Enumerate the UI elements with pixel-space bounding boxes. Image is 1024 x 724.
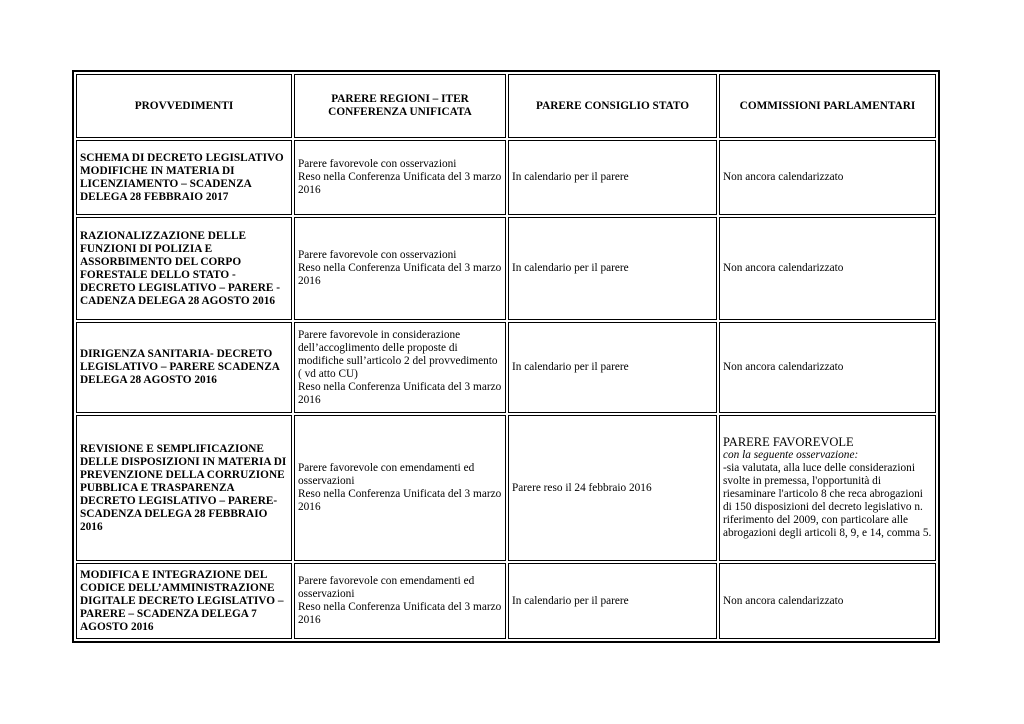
header-provvedimenti: PROVVEDIMENTI: [76, 74, 292, 138]
commissioni-observation: -sia valutata, alla luce delle considerazioni svolte in premessa, l'opportunità di riesaminare l'articolo 8 che reca abrogazioni di 150 disposizioni del decreto legislativo n. riferimento del 2009, con particolare alle abrogazioni degli articoli 8, 9, e 14, comma 5.: [723, 462, 932, 539]
cell-commissioni: Non ancora calendarizzato: [719, 563, 936, 639]
table-row: [76, 415, 936, 561]
cell-provvedimento: MODIFICA E INTEGRAZIONE DEL CODICE DELL’AMMINISTRAZIONE DIGITALE DECRETO LEGISLATIVO – PARERE – SCADENZA DELEGA 7 AGOSTO 2016: [76, 563, 292, 639]
cell-provvedimento: RAZIONALIZZAZIONE DELLE FUNZIONI DI POLIZIA E ASSORBIMENTO DEL CORPO FORESTALE DELLO STATO - DECRETO LEGISLATIVO – PARERE - CADENZA DELEGA 28 AGOSTO 2016: [76, 217, 292, 320]
table-row: [76, 217, 936, 320]
document-page: [72, 70, 934, 643]
table-row: [76, 140, 936, 215]
cell-provvedimento: REVISIONE E SEMPLIFICAZIONE DELLE DISPOSIZIONI IN MATERIA DI PREVENZIONE DELLA CORRUZIONE PUBBLICA E TRASPARENZA DECRETO LEGISLATIVO – PARERE- SCADENZA DELEGA 28 FEBBRAIO 2016: [76, 415, 292, 561]
header-parere-consiglio-stato: PARERE CONSIGLIO STATO: [508, 74, 717, 138]
table-row: [76, 563, 936, 639]
regioni-line: Reso nella Conferenza Unificata del 3 marzo 2016: [298, 601, 505, 626]
cell-commissioni: Non ancora calendarizzato: [719, 217, 936, 320]
regioni-line: Reso nella Conferenza Unificata del 3 marzo 2016: [298, 488, 505, 513]
commissioni-verdict: PARERE FAVOREVOLE: [723, 435, 854, 449]
cell-parere-regioni: [294, 217, 506, 320]
cell-parere-consiglio: Parere reso il 24 febbraio 2016: [508, 415, 717, 561]
cell-parere-regioni: [294, 563, 506, 639]
cell-provvedimento: SCHEMA DI DECRETO LEGISLATIVO MODIFICHE IN MATERIA DI LICENZIAMENTO – SCADENZA DELEGA 28 FEBBRAIO 2017: [76, 140, 292, 215]
cell-parere-regioni: [294, 415, 506, 561]
provvedimenti-table: [72, 70, 940, 643]
cell-parere-consiglio: In calendario per il parere: [508, 322, 717, 413]
cell-provvedimento: DIRIGENZA SANITARIA- DECRETO LEGISLATIVO – PARERE SCADENZA DELEGA 28 AGOSTO 2016: [76, 322, 292, 413]
regioni-line: Reso nella Conferenza Unificata del 3 marzo 2016: [298, 380, 505, 406]
regioni-line: Parere favorevole in considerazione dell’accoglimento delle proposte di modifiche sull’articolo 2 del provvedimento ( vd atto CU): [298, 328, 501, 380]
table-header-row: [76, 74, 936, 138]
regioni-line: Reso nella Conferenza Unificata del 3 marzo 2016: [298, 171, 505, 196]
cell-commissioni: [719, 415, 936, 561]
regioni-line: Parere favorevole con emendamenti ed osservazioni: [298, 462, 478, 487]
header-commissioni-parlamentari: COMMISSIONI PARLAMENTARI: [719, 74, 936, 138]
regioni-line: Parere favorevole con emendamenti ed osservazioni: [298, 575, 478, 600]
cell-parere-consiglio: In calendario per il parere: [508, 563, 717, 639]
header-parere-regioni: PARERE REGIONI – ITER CONFERENZA UNIFICATA: [294, 74, 506, 138]
regioni-line: Parere favorevole con osservazioni: [298, 158, 457, 170]
commissioni-subtitle: con la seguente osservazione:: [723, 449, 859, 461]
cell-commissioni: Non ancora calendarizzato: [719, 140, 936, 215]
regioni-line: Reso nella Conferenza Unificata del 3 marzo 2016: [298, 262, 505, 287]
cell-commissioni: Non ancora calendarizzato: [719, 322, 936, 413]
cell-parere-consiglio: In calendario per il parere: [508, 140, 717, 215]
regioni-line: Parere favorevole con osservazioni: [298, 249, 457, 261]
table-row: [76, 322, 936, 413]
cell-parere-consiglio: In calendario per il parere: [508, 217, 717, 320]
cell-parere-regioni: [294, 140, 506, 215]
cell-parere-regioni: [294, 322, 506, 413]
